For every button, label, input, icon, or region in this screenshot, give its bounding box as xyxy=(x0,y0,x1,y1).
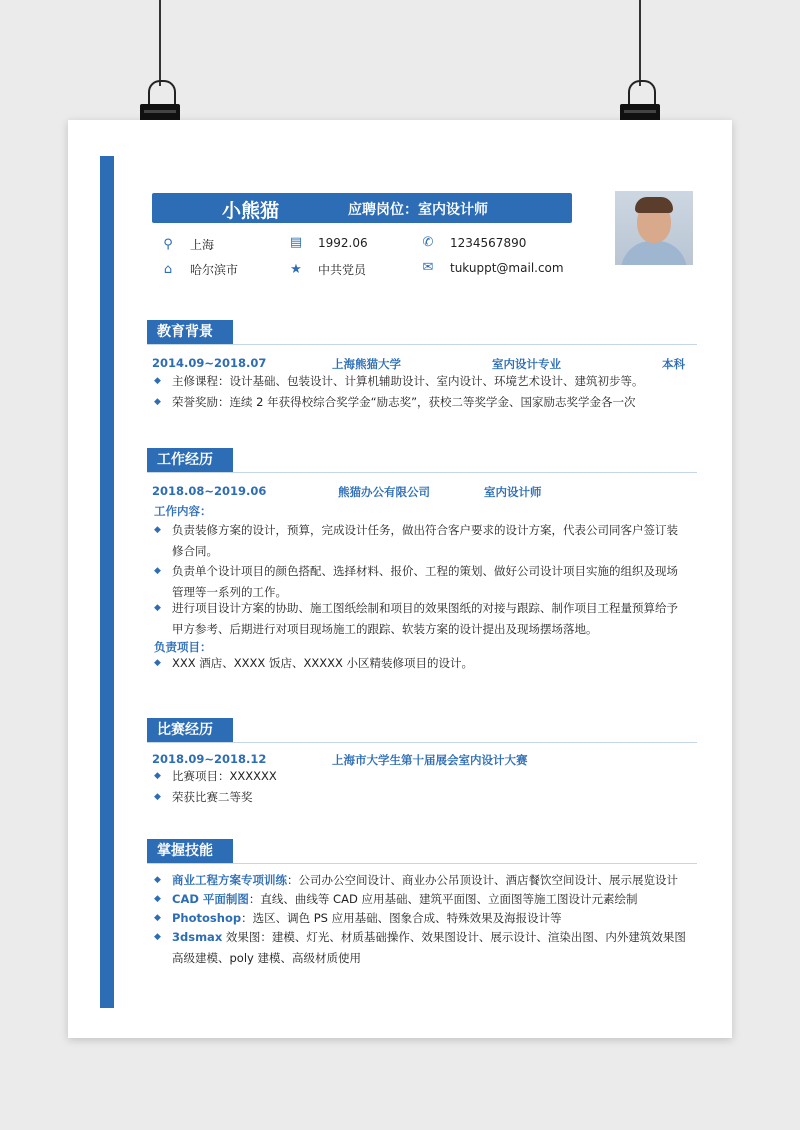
diamond-bullet-icon: ◆ xyxy=(154,658,161,668)
divider xyxy=(147,742,697,743)
info-phone: ✆ 1234567890 xyxy=(420,236,526,250)
star-badge-icon: ★ xyxy=(290,261,302,277)
mail-icon: ✉ xyxy=(422,260,434,275)
diamond-bullet-icon: ◆ xyxy=(154,771,161,781)
diamond-bullet-icon: ◆ xyxy=(154,792,161,802)
list-item: ◆ 比赛项目：XXXXXX xyxy=(154,766,702,787)
info-email: ✉ tukuppt@mail.com xyxy=(420,261,564,275)
resume-paper xyxy=(68,120,732,1038)
list-item: ◆ 商业工程方案专项训练：公司办公空间设计、商业办公吊顶设计、酒店餐饮空间设计、展示展览设计 xyxy=(154,870,702,891)
location-pin-icon: ⚲ xyxy=(163,236,173,252)
section-title-work: 工作经历 xyxy=(147,448,233,472)
list-item: ◆ 进行项目设计方案的协助、施工图纸绘制和项目的效果图纸的对接与跟踪、制作项目工程量预算给予 甲方参考、后期进行对项目现场施工的跟踪、软装方案的设计提出及现场摆场落地。 xyxy=(154,598,702,640)
work-company: 熊猫办公有限公司 xyxy=(338,485,430,499)
section-title-skills: 掌握技能 xyxy=(147,839,233,863)
work-content-label: 工作内容： xyxy=(154,504,212,518)
diamond-bullet-icon: ◆ xyxy=(154,932,161,942)
sidebar-stripe xyxy=(100,156,114,1008)
binder-clip-right xyxy=(620,0,660,136)
list-item: ◆ 负责单个设计项目的颜色搭配、选择材料、报价、工程的策划、做好公司设计项目实施的组织及现场 管理等一系列的工作。 xyxy=(154,561,702,603)
contest-name: 上海市大学生第十届展会室内设计大赛 xyxy=(332,753,528,767)
info-birth: ▤ 1992.06 xyxy=(289,235,368,250)
edu-degree: 本科 xyxy=(662,357,685,371)
home-icon: ⌂ xyxy=(163,261,173,277)
contest-period: 2018.09~2018.12 xyxy=(152,752,267,766)
diamond-bullet-icon: ◆ xyxy=(154,525,161,535)
list-item: ◆ Photoshop：选区、调色 PS 应用基础、图象合成、特殊效果及海报设计等 xyxy=(154,908,702,929)
list-item: ◆ 荣誉奖励：连续 2 年获得校综合奖学金“励志奖”，获校二等奖学金、国家励志奖学金各一次 xyxy=(154,392,702,413)
work-period: 2018.08~2019.06 xyxy=(152,484,267,498)
edu-period: 2014.09~2018.07 xyxy=(152,356,267,370)
list-item: ◆ 3dsmax 效果图：建模、灯光、材质基础操作、效果图设计、展示设计、渲染出图、内外建筑效果图 高级建模、poly 建模、高级材质使用 xyxy=(154,927,702,969)
diamond-bullet-icon: ◆ xyxy=(154,376,161,386)
diamond-bullet-icon: ◆ xyxy=(154,566,161,576)
divider xyxy=(147,472,697,473)
phone-icon: ✆ xyxy=(422,235,434,250)
diamond-bullet-icon: ◆ xyxy=(154,913,161,923)
divider xyxy=(147,344,697,345)
edu-major: 室内设计专业 xyxy=(492,357,561,371)
diamond-bullet-icon: ◆ xyxy=(154,603,161,613)
binder-clip-left xyxy=(140,0,180,136)
name-bar xyxy=(152,193,572,223)
edu-school: 上海熊猫大学 xyxy=(332,357,401,371)
list-item: ◆ 荣获比赛二等奖 xyxy=(154,787,702,808)
work-project-label: 负责项目： xyxy=(154,640,212,654)
diamond-bullet-icon: ◆ xyxy=(154,397,161,407)
info-hometown: ⌂ 哈尔滨市 xyxy=(160,261,238,278)
candidate-name: 小熊猫 xyxy=(222,200,280,222)
list-item: ◆ 负责装修方案的设计，预算，完成设计任务，做出符合客户要求的设计方案，代表公司同客户签订装 修合同。 xyxy=(154,520,702,562)
work-position: 室内设计师 xyxy=(484,485,542,499)
job-target: 应聘岗位：室内设计师 xyxy=(348,202,488,218)
list-item: ◆ 主修课程：设计基础、包装设计、计算机辅助设计、室内设计、环境艺术设计、建筑初步等。 xyxy=(154,371,702,392)
list-item: ◆ XXX 酒店、XXXX 饭店、XXXXX 小区精装修项目的设计。 xyxy=(154,653,702,674)
info-politics: ★ 中共党员 xyxy=(288,261,366,278)
avatar xyxy=(615,191,693,265)
divider xyxy=(147,863,697,864)
section-title-education: 教育背景 xyxy=(147,320,233,344)
diamond-bullet-icon: ◆ xyxy=(154,894,161,904)
section-title-contest: 比赛经历 xyxy=(147,718,233,742)
list-item: ◆ CAD 平面制图：直线、曲线等 CAD 应用基础、建筑平面图、立面图等施工图设计元素绘制 xyxy=(154,889,702,910)
info-location: ⚲ 上海 xyxy=(160,236,214,253)
diamond-bullet-icon: ◆ xyxy=(154,875,161,885)
calendar-icon: ▤ xyxy=(289,235,303,250)
